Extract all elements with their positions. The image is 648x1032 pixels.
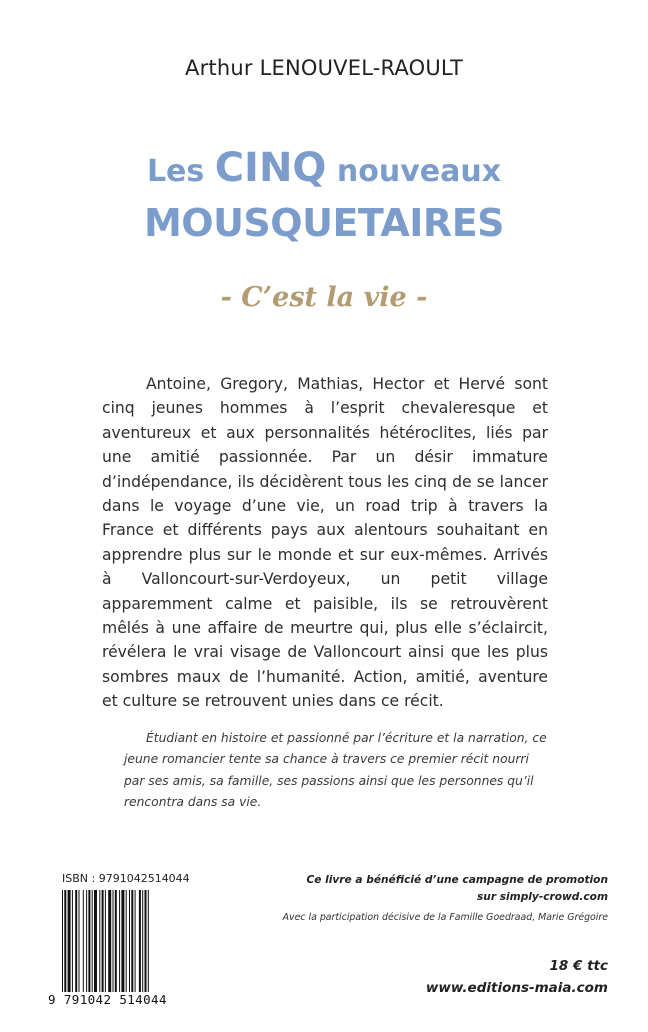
book-title-line1: [0, 145, 648, 192]
title-cinq: CINQ: [214, 145, 327, 191]
participation-note: Avec la participation décisive de la Famille Goedraad, Marie Grégoire: [282, 912, 608, 923]
title-prefix: Les: [146, 154, 215, 189]
promotion-line-2: sur simply-crowd.com: [476, 891, 608, 903]
isbn-label: ISBN : 9791042514044: [62, 872, 190, 885]
publisher-website: www.editions-maia.com: [425, 980, 608, 996]
author-bio-text: Étudiant en histoire et passionné par l’écriture et la narration, ce jeune romancier tente sa chance à travers ce premier récit nourri par ses amis, sa famille, ses passions ainsi que les personnes qu’il rencontra dans sa vie.: [124, 731, 547, 809]
author-name: Arthur LENOUVEL-RAOULT: [185, 56, 463, 80]
title-suffix: nouveaux: [326, 154, 502, 189]
author-bio: [124, 728, 548, 813]
barcode-digits: 9 791042 514044: [48, 992, 167, 1007]
price: 18 € ttc: [549, 958, 608, 974]
promotion-note: [290, 872, 608, 906]
book-subtitle: - C’est la vie -: [220, 282, 428, 313]
promotion-line-1: Ce livre a bénéficié d’une campagne de promotion: [306, 874, 608, 886]
synopsis-text: Antoine, Gregory, Mathias, Hector et Hervé sont cinq jeunes hommes à l’esprit chevaleresque et aventureux et aux personnalités hétéroclites, liés par une amitié passionnée. Par un désir immature d’indépendance, ils décidèrent tous les cinq de se lancer dans le voyage d’une vie, un road trip à travers la France et différents pays aux alentours souhaitant en apprendre plus sur le monde et sur eux-mêmes. Arrivés à Valloncourt-sur-Verdoyeux, un petit village apparemment calme et paisible, ils se retrouvèrent mêlés à une affaire de meurtre qui, plus elle s’éclaircit, révélera le vrai visage de Valloncourt ainsi que les plus sombres maux de l’humanité. Action, amitié, aventure et culture se retrouvent unies dans ce récit.: [102, 375, 548, 711]
book-title-line2: MOUSQUETAIRES: [143, 201, 505, 245]
synopsis: [102, 372, 548, 714]
barcode-image: [60, 890, 186, 992]
